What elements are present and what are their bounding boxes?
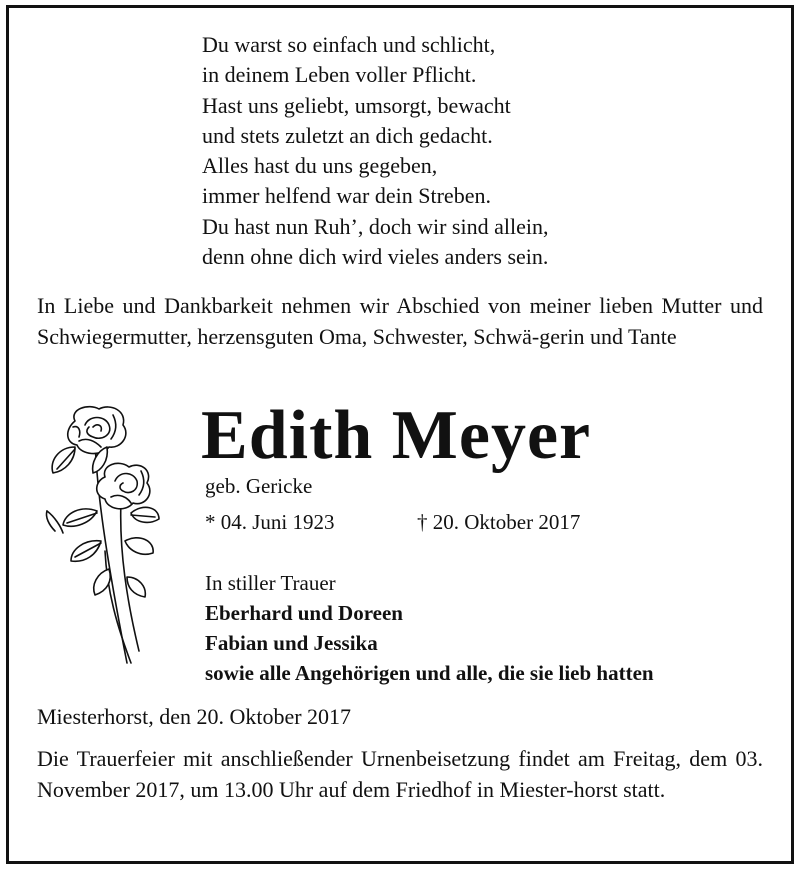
place-date: Miesterhorst, den 20. Oktober 2017 <box>37 704 352 729</box>
mourner-line: Fabian und Jessika <box>205 631 378 655</box>
rose-icon <box>35 401 165 671</box>
poem-line: immer helfend war dein Streben. <box>202 183 491 209</box>
deceased-name: Edith Meyer <box>201 397 592 474</box>
service-info: Die Trauerfeier mit anschließender Urnenbeisetzung findet am Freitag, dem 03. November 2017, um 13.00 Uhr auf dem Friedhof in Miester-horst statt. <box>37 746 763 802</box>
mourners-heading: In stiller Trauer <box>205 571 336 595</box>
poem <box>202 30 548 272</box>
poem-line: Du warst so einfach und schlicht, <box>202 32 496 57</box>
death-date: † 20. Oktober 2017 <box>417 510 581 534</box>
mourner-line: sowie alle Angehörigen und alle, die sie lieb hatten <box>205 661 654 685</box>
birth-date: * 04. Juni 1923 <box>205 510 335 534</box>
poem-line: in deinem Leben voller Pflicht. <box>202 62 477 88</box>
maiden-name: geb. Gericke <box>205 474 313 498</box>
poem-line: und stets zuletzt an dich gedacht. <box>202 122 493 148</box>
mourner-line: Eberhard und Doreen <box>205 601 403 625</box>
intro-text: In Liebe und Dankbarkeit nehmen wir Abschied von meiner lieben Mutter und Schwiegermutter, herzensguten Oma, Schwester, Schwä-gerin und Tante <box>37 293 763 349</box>
poem-line: Hast uns geliebt, umsorgt, bewacht <box>202 92 511 118</box>
poem-line: Alles hast du uns gegeben, <box>202 153 438 179</box>
mourners-block <box>205 568 654 688</box>
poem-line: Du hast nun Ruh’, doch wir sind allein, <box>202 213 549 239</box>
poem-line: denn ohne dich wird vieles anders sein. <box>202 244 549 270</box>
obituary-notice <box>6 5 794 864</box>
